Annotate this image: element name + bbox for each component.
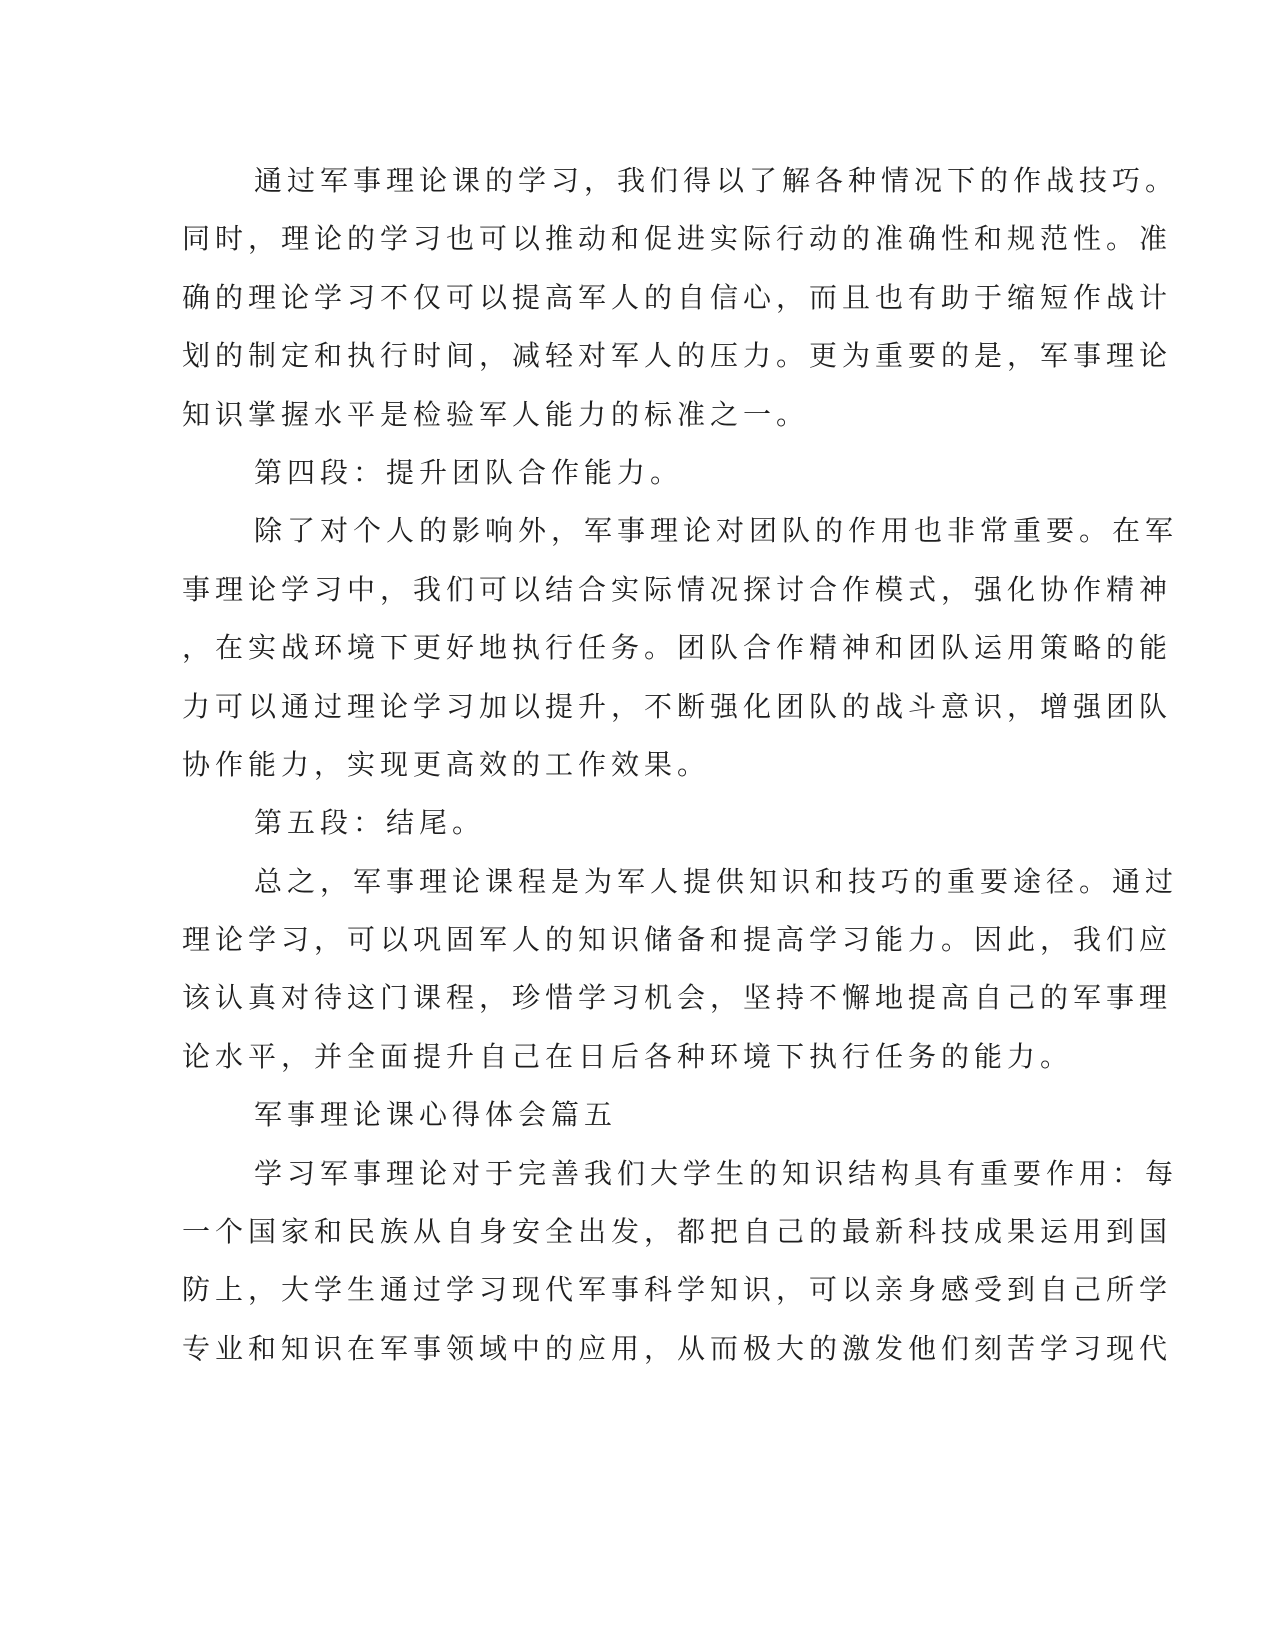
text-line: 总之，军事理论课程是为军人提供知识和技巧的重要途径。通过 bbox=[254, 864, 1179, 898]
text-line: 同时，理论的学习也可以推动和促进实际行动的准确性和规范性。准 bbox=[182, 222, 1173, 256]
text-line: 专业和知识在军事领域中的应用，从而极大的激发他们刻苦学习现代 bbox=[182, 1331, 1173, 1365]
text-line: 该认真对待这门课程，珍惜学习机会，坚持不懈地提高自己的军事理 bbox=[182, 981, 1173, 1015]
text-line: 一个国家和民族从自身安全出发，都把自己的最新科技成果运用到国 bbox=[182, 1215, 1173, 1249]
text-line: 除了对个人的影响外，军事理论对团队的作用也非常重要。在军 bbox=[254, 514, 1179, 548]
document-body bbox=[182, 152, 1179, 1378]
text-line: 论水平，并全面提升自己在日后各种环境下执行任务的能力。 bbox=[182, 1039, 1074, 1073]
text-line: 确的理论学习不仅可以提高军人的自信心，而且也有助于缩短作战计 bbox=[182, 280, 1173, 314]
text-line: 军事理论课心得体会篇五 bbox=[254, 1098, 618, 1132]
text-line: 通过军事理论课的学习，我们得以了解各种情况下的作战技巧。 bbox=[254, 164, 1179, 197]
text-line: 防上，大学生通过学习现代军事科学知识，可以亲身感受到自己所学 bbox=[182, 1273, 1173, 1307]
text-line: 协作能力，实现更高效的工作效果。 bbox=[182, 747, 711, 781]
text-line: 第五段：结尾。 bbox=[254, 806, 486, 840]
text-line: 理论学习，可以巩固军人的知识储备和提高学习能力。因此，我们应 bbox=[182, 923, 1173, 957]
text-line: ，在实战环境下更好地执行任务。团队合作精神和团队运用策略的能 bbox=[182, 631, 1173, 665]
text-line: 学习军事理论对于完善我们大学生的知识结构具有重要作用：每 bbox=[254, 1156, 1179, 1190]
text-line: 划的制定和执行时间，减轻对军人的压力。更为重要的是，军事理论 bbox=[182, 339, 1173, 373]
text-line: 第四段：提升团队合作能力。 bbox=[254, 455, 684, 489]
text-line: 力可以通过理论学习加以提升，不断强化团队的战斗意识，增强团队 bbox=[182, 689, 1173, 723]
text-line: 知识掌握水平是检验军人能力的标准之一。 bbox=[182, 397, 810, 431]
text-line: 事理论学习中，我们可以结合实际情况探讨合作模式，强化协作精神 bbox=[182, 572, 1173, 606]
